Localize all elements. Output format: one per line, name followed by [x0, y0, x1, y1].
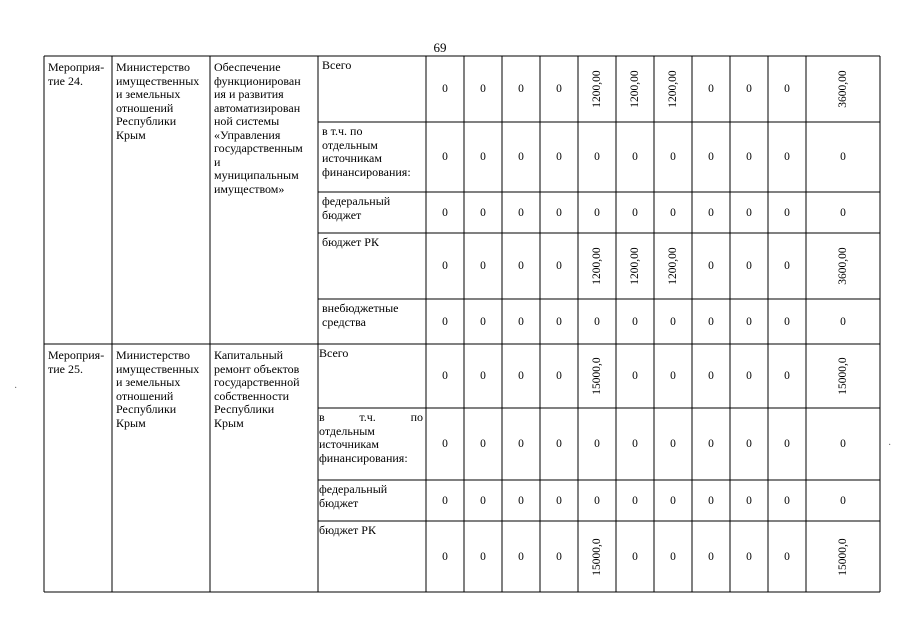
description-line: собственности [214, 388, 290, 403]
value-cell: 0 [556, 83, 562, 95]
source-label: источникам [319, 437, 379, 451]
value-cell: 15000,0 [837, 537, 849, 576]
value-cell: 1200,00 [629, 70, 641, 108]
event-line: тие 25. [48, 361, 83, 376]
value-cell: 1200,00 [667, 247, 679, 285]
value-cell: 0 [840, 206, 846, 219]
scan-speck: · [14, 383, 18, 394]
description-line: муниципальным [214, 168, 299, 182]
value-cell: 0 [784, 83, 790, 95]
value-cell: 0 [784, 151, 790, 163]
value-cell: 0 [442, 494, 448, 507]
value-cell: 15000,0 [837, 357, 849, 395]
value-cell: 0 [746, 494, 752, 507]
value-cell: 1200,00 [591, 247, 603, 285]
value-cell: 0 [594, 494, 600, 507]
event-line: Мероприя- [48, 348, 105, 362]
executor-line: Крым [116, 415, 146, 430]
value-cell: 0 [840, 494, 846, 507]
value-cell: 1200,00 [629, 247, 641, 285]
value-cell: 0 [518, 550, 524, 563]
value-cell: 0 [670, 315, 676, 328]
value-cell: 0 [632, 370, 638, 382]
value-cell: 0 [480, 494, 486, 507]
value-cell: 0 [442, 206, 448, 219]
value-cell: 0 [708, 315, 714, 328]
source-label: в т.ч. по [319, 410, 423, 424]
value-cell: 0 [784, 370, 790, 382]
page-number: 69 [433, 40, 447, 55]
value-cell: 0 [480, 151, 486, 163]
value-cell: 0 [670, 151, 676, 163]
value-cell: 0 [442, 260, 448, 272]
executor-line: отношений [116, 100, 174, 115]
executor-line: отношений [116, 388, 174, 403]
value-cell: 0 [708, 151, 714, 163]
value-cell: 0 [708, 494, 714, 507]
value-cell: 0 [784, 494, 790, 507]
source-label: федеральный [319, 482, 388, 496]
value-cell: 0 [442, 315, 448, 328]
value-cell: 0 [746, 83, 752, 95]
executor-line: имущественных [116, 73, 200, 88]
value-cell: 0 [840, 315, 846, 328]
description-line: Капитальный [214, 348, 284, 362]
value-cell: 0 [518, 260, 524, 272]
value-cell: 15000,0 [591, 537, 603, 576]
source-label: бюджет РК [322, 235, 379, 249]
source-label: источникам [322, 151, 382, 165]
value-cell: 0 [632, 550, 638, 563]
value-cell: 0 [784, 550, 790, 563]
description-line: Крым [214, 415, 244, 430]
executor-line: и земельных [116, 375, 181, 389]
value-cell: 0 [480, 438, 486, 450]
source-label: бюджет РК [319, 523, 376, 537]
value-cell: 0 [556, 438, 562, 450]
value-cell: 0 [556, 206, 562, 219]
value-cell: 0 [594, 438, 600, 450]
executor-line: Крым [116, 127, 146, 142]
scan-speck: · [888, 440, 892, 451]
source-label: бюджет [322, 207, 362, 222]
value-cell: 1200,00 [667, 70, 679, 108]
value-cell: 0 [480, 260, 486, 272]
value-cell: 0 [746, 315, 752, 328]
value-cell: 0 [708, 206, 714, 219]
value-cell: 0 [784, 438, 790, 450]
value-cell: 0 [518, 370, 524, 382]
value-cell: 0 [556, 260, 562, 272]
value-cell: 0 [670, 550, 676, 563]
value-cell: 0 [746, 370, 752, 382]
executor-line: имущественных [116, 361, 200, 376]
value-cell: 0 [442, 151, 448, 163]
value-cell: 0 [632, 151, 638, 163]
value-cell: 0 [670, 370, 676, 382]
value-cell: 3600,00 [837, 247, 849, 285]
value-cell: 0 [518, 438, 524, 450]
event-line: тие 24. [48, 73, 83, 88]
executor-line: Республики [116, 114, 177, 128]
value-cell: 0 [746, 260, 752, 272]
description-line: и [214, 154, 221, 169]
value-cell: 0 [784, 206, 790, 219]
value-cell: 0 [518, 83, 524, 95]
value-cell: 0 [708, 550, 714, 563]
value-cell: 15000,0 [591, 357, 603, 395]
value-cell: 0 [840, 151, 846, 163]
value-cell: 0 [518, 315, 524, 328]
value-cell: 0 [708, 438, 714, 450]
source-label: федеральный [322, 194, 391, 208]
description-line: Обеспечение [214, 60, 281, 74]
executor-line: Министерство [116, 348, 190, 362]
description-line: имуществом» [214, 181, 285, 196]
event-line: Мероприя- [48, 60, 105, 74]
source-label: средства [322, 314, 367, 329]
value-cell: 0 [670, 494, 676, 507]
value-cell: 0 [518, 206, 524, 219]
description-line: государственным [214, 141, 303, 155]
value-cell: 0 [442, 550, 448, 563]
value-cell: 0 [670, 438, 676, 450]
executor-line: Республики [116, 402, 177, 416]
value-cell: 0 [442, 370, 448, 382]
source-label: финансирования: [319, 450, 408, 465]
value-cell: 0 [480, 550, 486, 563]
value-cell: 0 [632, 438, 638, 450]
source-label: в т.ч. по [322, 124, 363, 138]
executor-line: Министерство [116, 60, 190, 74]
value-cell: 0 [746, 550, 752, 563]
source-label: внебюджетные [322, 301, 399, 315]
description-line: Республики [214, 402, 275, 416]
value-cell: 0 [708, 370, 714, 382]
value-cell: 0 [784, 260, 790, 272]
value-cell: 0 [632, 494, 638, 507]
value-cell: 0 [746, 438, 752, 450]
description-line: автоматизирован [214, 100, 301, 115]
value-cell: 0 [442, 83, 448, 95]
description-line: государственной [214, 375, 300, 389]
value-cell: 0 [480, 370, 486, 382]
description-line: функционирован [214, 73, 301, 88]
value-cell: 0 [480, 206, 486, 219]
value-cell: 0 [556, 315, 562, 328]
description-line: ия и развития [214, 87, 284, 101]
source-label: бюджет [319, 495, 359, 510]
value-cell: 0 [556, 494, 562, 507]
value-cell: 0 [518, 494, 524, 507]
value-cell: 0 [480, 315, 486, 328]
value-cell: 0 [442, 438, 448, 450]
value-cell: 0 [594, 315, 600, 328]
value-cell: 0 [556, 151, 562, 163]
value-cell: 0 [632, 315, 638, 328]
value-cell: 0 [840, 438, 846, 450]
value-cell: 0 [556, 550, 562, 563]
description-line: «Управления [214, 127, 281, 142]
source-label: отдельным [322, 137, 378, 152]
value-cell: 0 [746, 151, 752, 163]
value-cell: 0 [594, 151, 600, 163]
value-cell: 0 [708, 83, 714, 95]
source-label: Всего [319, 346, 349, 360]
source-label: Всего [322, 58, 352, 72]
source-label: финансирования: [322, 164, 411, 179]
value-cell: 0 [746, 206, 752, 219]
value-cell: 0 [518, 151, 524, 163]
value-cell: 3600,00 [837, 70, 849, 108]
value-cell: 0 [708, 260, 714, 272]
value-cell: 0 [784, 315, 790, 328]
value-cell: 1200,00 [591, 70, 603, 108]
executor-line: и земельных [116, 87, 181, 101]
value-cell: 0 [670, 206, 676, 219]
description-line: ной системы [214, 114, 280, 128]
description-line: ремонт объектов [214, 361, 300, 376]
value-cell: 0 [594, 206, 600, 219]
value-cell: 0 [632, 206, 638, 219]
source-label: отдельным [319, 423, 375, 438]
value-cell: 0 [480, 83, 486, 95]
value-cell: 0 [556, 370, 562, 382]
